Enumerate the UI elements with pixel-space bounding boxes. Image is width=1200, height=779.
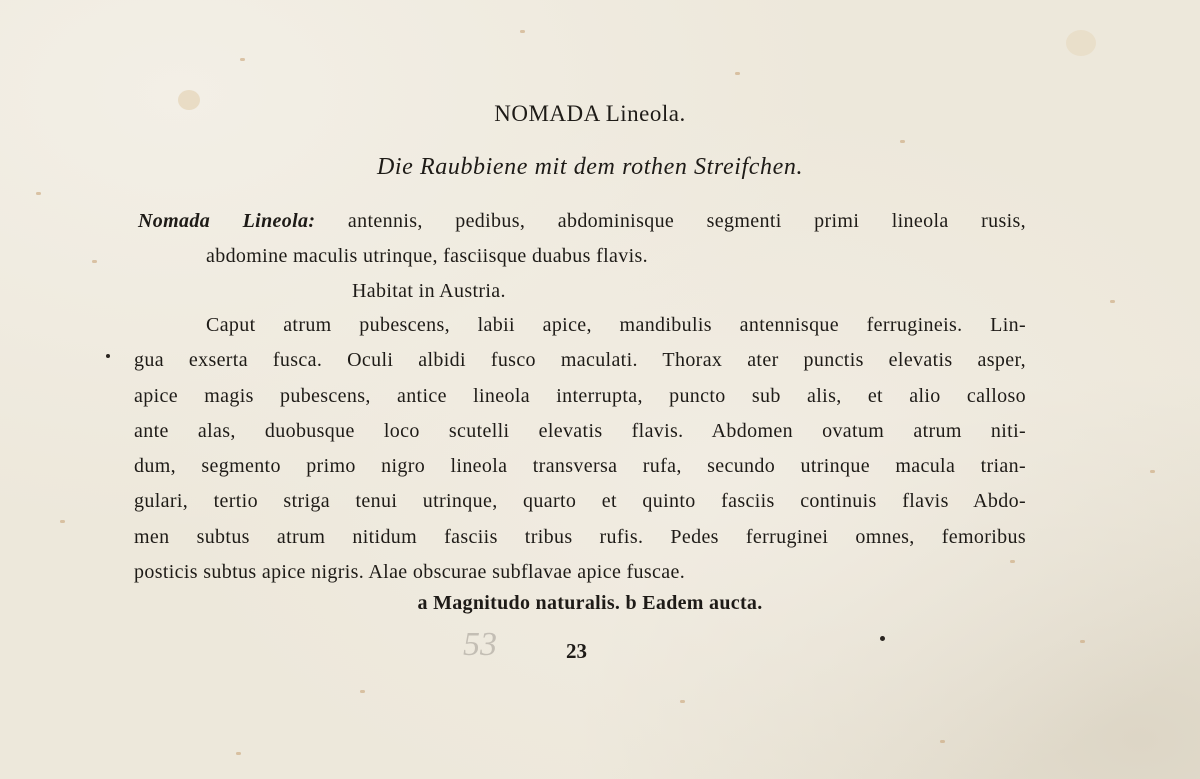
habitat-line: Habitat in Austria. [352,280,506,302]
paper-fleck [735,72,740,75]
paper-fleck [60,520,65,523]
diagnosis-line-1 [138,210,1026,233]
paper-fleck [1080,640,1085,643]
figure-caption: a Magnitudo naturalis. b Eadem aucta. [417,592,763,614]
pencil-note: 53 [463,626,497,663]
diagnosis-line-2: abdomine maculis utrinque, fasciisque duabus flavis. [206,245,648,267]
paper-fleck [900,140,905,143]
description-line: men subtus atrum nitidum fasciis tribus rufis. Pedes ferruginei omnes, femoribus [134,526,1026,548]
paper-fleck [236,752,241,755]
paper-fleck [36,192,41,195]
paper-fleck [520,30,525,33]
species-name: Nomada Lineola: [138,210,316,232]
paper-fleck [360,690,365,693]
page-title: NOMADA Lineola. [494,101,686,126]
description-line: gulari, tertio striga tenui utrinque, quarto et quinto fasciis continuis flavis Abdo- [134,490,1026,512]
ink-dot [880,636,885,641]
diagnosis-text: antennis, pedibus, abdominisque segmenti primi lineola rusis, [347,210,1027,232]
paper-fleck [1010,560,1015,563]
description-line: apice magis pubescens, antice lineola interrupta, puncto sub alis, et alio calloso [134,385,1026,407]
paper-fleck [92,260,97,263]
paper-stain [1066,30,1096,56]
description-line: Caput atrum pubescens, labii apice, mandibulis antennisque ferrugineis. Lin- [206,314,1026,336]
description-line: gua exserta fusca. Oculi albidi fusco maculati. Thorax ater punctis elevatis asper, [134,349,1026,371]
description-line: ante alas, duobusque loco scutelli elevatis flavis. Abdomen ovatum atrum niti- [134,420,1026,442]
margin-ink-dot [106,354,110,358]
page-number: 23 [566,639,587,663]
description-line: posticis subtus apice nigris. Alae obscurae subflavae apice fuscae. [134,561,686,583]
description-line: dum, segmento primo nigro lineola transversa rufa, secundo utrinque macula trian- [134,455,1026,477]
paper-fleck [940,740,945,743]
paper-fleck [680,700,685,703]
paper-fleck [240,58,245,61]
paper-fleck [1110,300,1115,303]
page-subtitle: Die Raubbiene mit dem rothen Streifchen. [376,154,804,180]
paper-fleck [1150,470,1155,473]
